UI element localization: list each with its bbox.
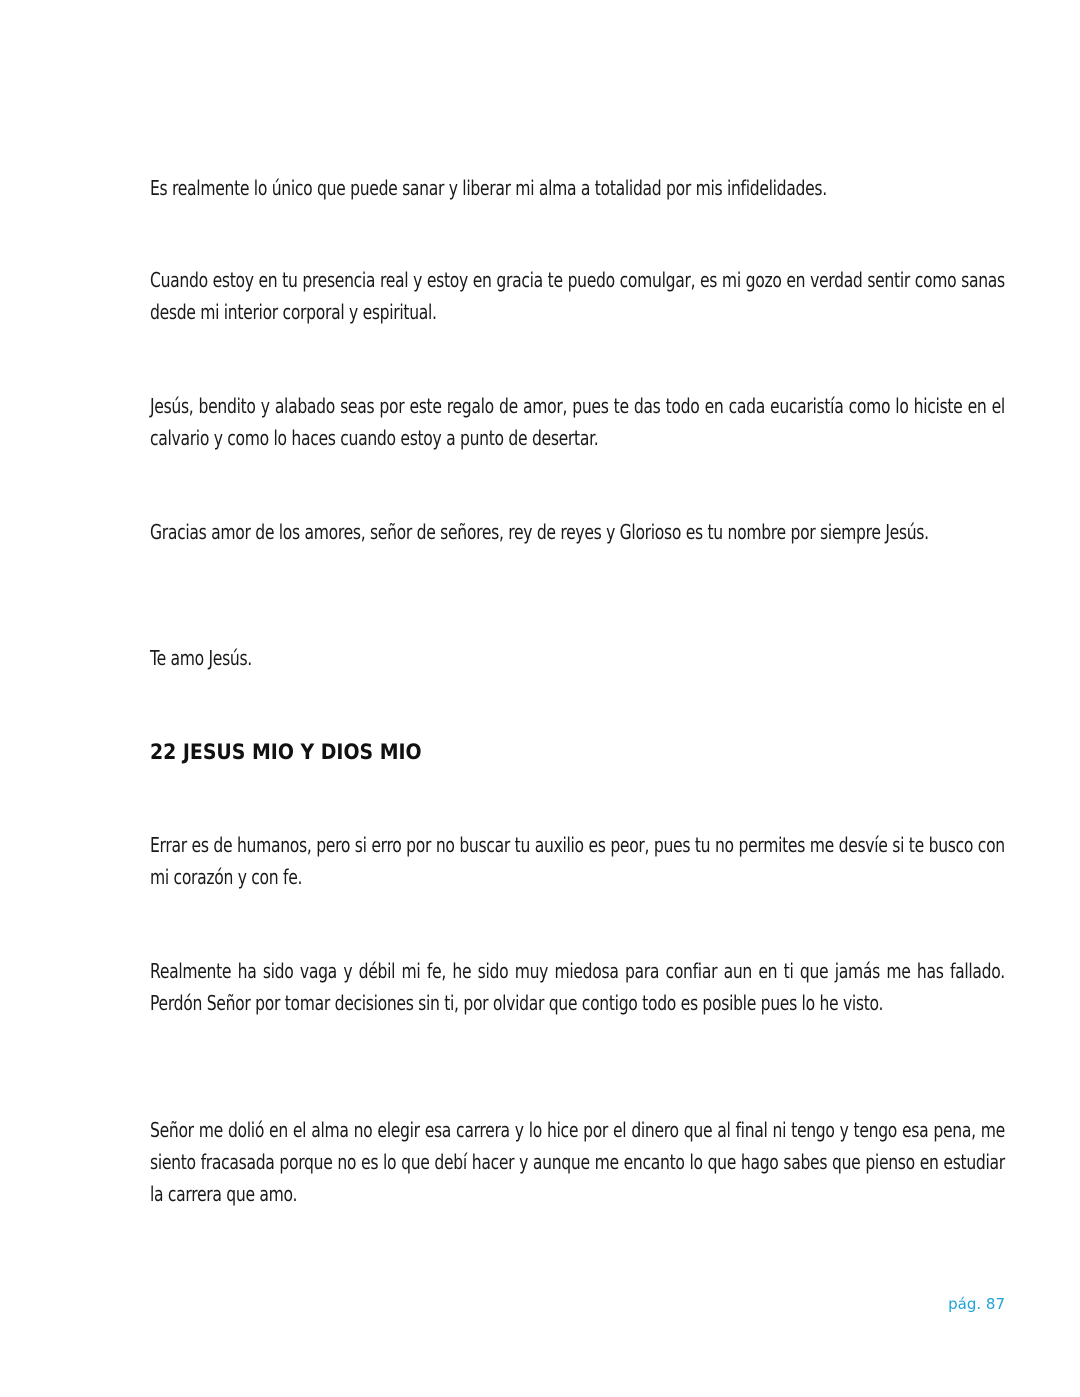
paragraph: Gracias amor de los amores, señor de señores, rey de reyes y Glorioso es tu nombre por siempre Jesús.	[150, 520, 929, 544]
paragraph: Jesús, bendito y alabado seas por este regalo de amor, pues te das todo en cada eucaristía como lo hiciste en el calvario y como lo haces cuando estoy a punto de desertar.	[150, 394, 1005, 450]
paragraph: Cuando estoy en tu presencia real y estoy en gracia te puedo comulgar, es mi gozo en verdad sentir como sanas desde mi interior corporal y espiritual.	[150, 268, 1005, 324]
paragraph: Realmente ha sido vaga y débil mi fe, he sido muy miedosa para confiar aun en ti que jamás me has fallado. Perdón Señor por tomar decisiones sin ti, por olvidar que contigo todo es posible pues lo he visto.	[150, 959, 1005, 1015]
page-number: pág. 87	[948, 1295, 1005, 1313]
paragraph: Es realmente lo único que puede sanar y liberar mi alma a totalidad por mis infidelidades.	[150, 176, 827, 200]
section-heading: 22 JESUS MIO Y DIOS MIO	[150, 740, 422, 764]
paragraph: Errar es de humanos, pero si erro por no buscar tu auxilio es peor, pues tu no permites me desvíe si te busco con mi corazón y con fe.	[150, 833, 1005, 889]
paragraph: Te amo Jesús.	[150, 646, 252, 670]
paragraph: Señor me dolió en el alma no elegir esa carrera y lo hice por el dinero que al final ni tengo y tengo esa pena, me siento fracasada porque no es lo que debí hacer y aunque me encanto lo que hago sabes que pienso en estudiar la carrera que amo.	[150, 1118, 1005, 1206]
